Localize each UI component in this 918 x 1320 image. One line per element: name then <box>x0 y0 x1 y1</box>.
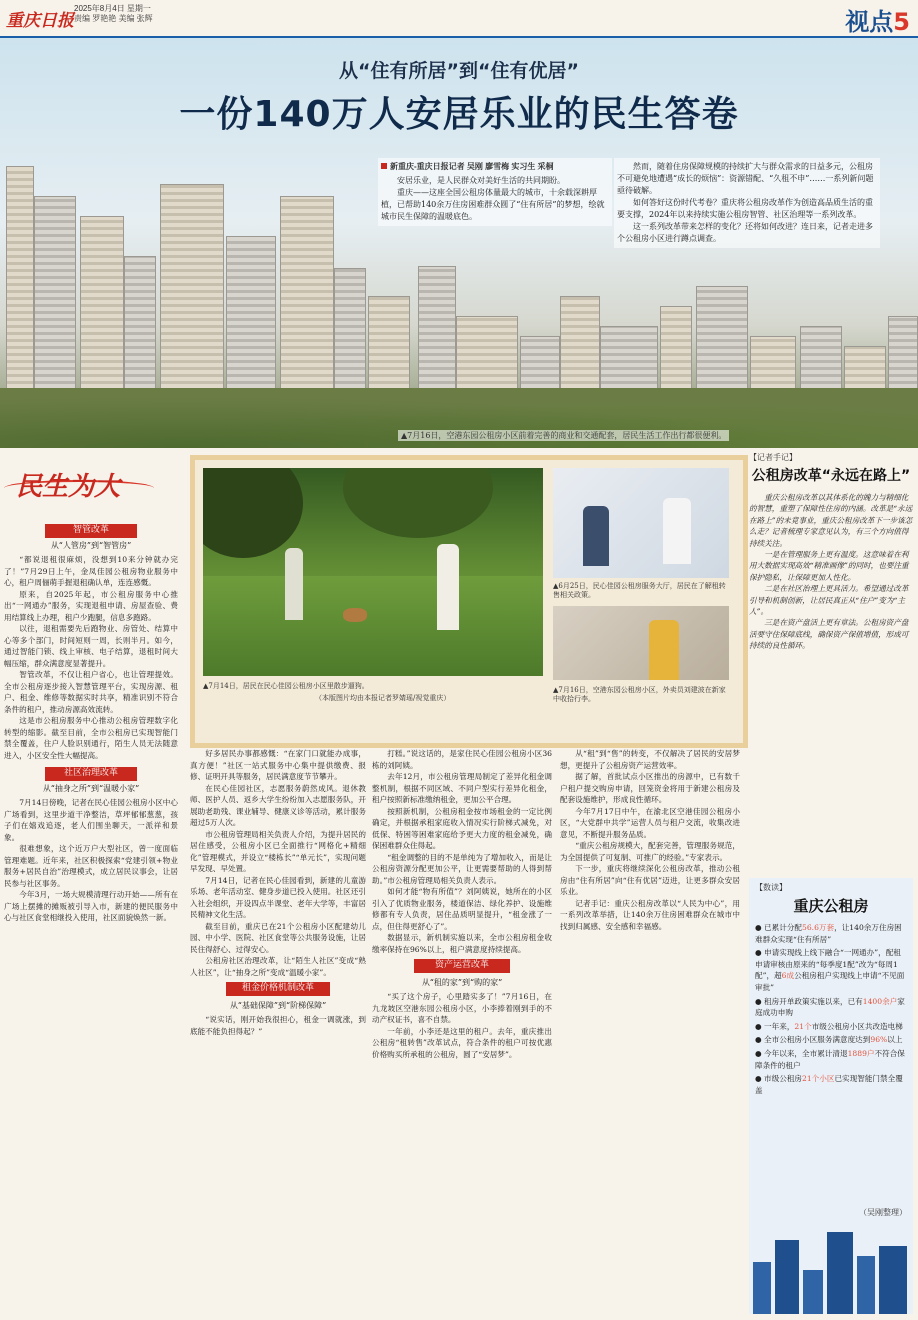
bullet-text: ● 全市公租房小区服务满意度达到 <box>755 1035 871 1045</box>
bullet-text: ● 申请实现线上线下融合“一网通办”，配租申请审核由原来的“每季度1配”改为“每周1配”，超 <box>755 948 901 981</box>
headline-kicker: 从“住有所居”到“住有优居” <box>339 60 579 82</box>
data-bullet <box>755 1048 907 1071</box>
data-bullets <box>755 922 907 1096</box>
body-paragraph: “租金调整的目的不是单纯为了增加收入，而是让公租房资源分配更加公平，让更需要帮助的人得到帮助。”市公租房管理局相关负责人表示。 <box>372 852 552 885</box>
body-paragraph: 好多居民办事都感慨：“在家门口就能办成事，真方便！”社区一站式服务中心集中提供缴费、报修、证明开具等服务，居民满意度节节攀升。 <box>190 749 366 781</box>
minsheng-logo-text: 民生为大 <box>16 472 121 502</box>
column-1 <box>4 518 178 1316</box>
body-paragraph: 市公租房管理局相关负责人介绍，为提升居民的居住感受，公租房小区已全面推行“网格化+精细化”管理模式，并设立“楼栋长”“单元长”，实现问题早发现、早处置。 <box>190 829 366 873</box>
body-paragraph: 从“租”到“售”的转变，不仅解决了居民的安居梦想，更提升了公租房资产运营效率。 <box>560 749 740 770</box>
column-2 <box>190 748 366 1316</box>
photo-credit: （本版图片均由本报记者罗婧瑶/视觉重庆） <box>315 694 451 702</box>
bullet-highlight: 1889户 <box>847 1048 875 1058</box>
body-paragraph: 数据显示，新机制实施以来，全市公租房租金收缴率保持在96%以上，租户满意度持续提高。 <box>372 933 552 954</box>
photo-box <box>190 455 748 748</box>
intro-paragraph: 这一系列改革带来怎样的变化？还将如何改进？连日来，记者走进多个公租房小区进行蹲点调查。 <box>617 222 873 243</box>
intro-paragraph: 安居乐业，是人民群众对美好生活的共同期盼。 <box>397 176 565 185</box>
masthead <box>0 0 918 38</box>
section-subtitle: 从“租的家”到“购的家” <box>421 977 503 987</box>
delivery-rider-caption: ▲7月16日，空港东园公租房小区，外卖员刘建波在新家中收拾行李。 <box>553 686 726 703</box>
editors: 责编 罗艳艳 美编 张辉 <box>74 14 153 23</box>
body-paragraph: 公租房社区治理改革，让“陌生人社区”变成“熟人社区”，让“抽身之所”变成“温暖小家”。 <box>190 956 366 977</box>
service-hall-caption: ▲6月25日，民心佳园公租房服务大厅，居民在了解租转售相关政策。 <box>553 582 726 599</box>
body-paragraph: “重庆公租房规模大，配套完善，管理服务规范，为全国提供了可复制、可推广的经验。”专家表示。 <box>560 841 740 862</box>
body-paragraph: 一年前，小李还是这里的租户。去年，重庆推出公租房“租转售”改革试点，符合条件的租户可按优惠价格购买所承租的公租房，圆了“安居梦”。 <box>372 1026 552 1059</box>
bullet-text: 以上 <box>887 1035 903 1045</box>
body-paragraph: 以往，退租需要先后跑物业、房管处、结算中心等多个部门，时间短则一周，长则半月。如今，通过智能门锁、线上审核、电子结算，退租时间大幅压缩，群众满意度显著提升。 <box>4 624 178 668</box>
body-paragraph: 如何才能“物有所值”？刘阿姨说，她所在的小区引入了优质物业服务，楼道保洁、绿化养护、设施维修都有专人负责，居住品质明显提升，“租金涨了一点，但住得更舒心了”。 <box>372 887 552 931</box>
skyline-building <box>753 1262 771 1314</box>
bullet-highlight: 21个 <box>794 1021 812 1031</box>
body-paragraph: 在民心佳园社区，志愿服务蔚然成风。退休教师、医护人员、返乡大学生纷纷加入志愿服务队，开展助老助残、课业辅导、健康义诊等活动，累计服务超过5万人次。 <box>190 783 366 827</box>
bullet-text: ● 市级公租房 <box>755 1074 803 1084</box>
body-paragraph: 打糕。”说这话的，是家住民心佳园公租房小区36栋的刘阿姨。 <box>372 749 552 770</box>
data-bullet <box>755 996 907 1019</box>
bullet-highlight: 56.6万套 <box>802 923 835 932</box>
skyline-building <box>827 1232 853 1314</box>
headline-title: 一份140万人安居乐业的民生答卷 <box>179 94 739 135</box>
body-paragraph: 今年7月17日中午，在渝北区空港佳园公租房小区，“大党群中共学”运营人员与租户交流，收集改进意见，不断提升服务品质。 <box>560 806 740 839</box>
section-title: 租金价格机制改革 <box>226 982 330 996</box>
body-paragraph: 智管改革，不仅让租户省心，也让管理提效。全市公租房逐步接入智慧管理平台，实现房源、租户、租金、维修等数据实时共享，精准识别不符合条件的租户，推动房源高效流转。 <box>4 670 178 714</box>
bullet-text: 不符合保障条件的租户 <box>755 1048 905 1070</box>
hero-caption: ▲7月16日，空港东园公租房小区前着完善的商业和交通配套，居民生活工作出行都很便利。 <box>398 430 729 441</box>
intro-column-1 <box>378 158 612 226</box>
section-subtitle: 从“抽身之所”到“温暖小家” <box>42 783 140 793</box>
bullet-text: ● 租房开单政策实施以来，已有 <box>755 996 863 1006</box>
bullet-highlight: 96% <box>870 1035 888 1045</box>
section-name: 视点 <box>845 8 894 36</box>
body-paragraph: “说实话，刚开始我很担心，租金一调就涨，到底能不能负担得起？” <box>190 1015 366 1036</box>
section-title: 资产运营改革 <box>414 959 510 973</box>
bullet-text: 公租房租户实现线上申请“不见面审批” <box>755 971 905 992</box>
section-title: 社区治理改革 <box>45 767 137 781</box>
bullet-text: ● 今年以来，全市累计清退 <box>755 1048 848 1058</box>
section-subtitle: 从“人管房”到“智管房” <box>50 540 132 550</box>
issue-date: 2025年8月4日 星期一 <box>74 4 151 13</box>
body-paragraph: 今年3月，一场大规模清理行动开始——所有在广场上摆摊的摊贩被引导入市，新建的便民服务中心与社区食堂相继投入使用，社区面貌焕然一新。 <box>4 890 178 922</box>
bullet-highlight: 6成 <box>781 971 795 981</box>
body-paragraph: 截至目前，重庆已在21个公租房小区配建幼儿园、中小学、医院、社区食堂等公共服务设施，让居民住得舒心、过得安心。 <box>190 921 366 954</box>
intro-paragraph: 然而，随着住房保障规模的持续扩大与群众需求的日益多元，公租房不可避免地遭遇“成长的烦恼”：资源错配、“久租不申”……一系列新问题亟待破解。 <box>617 162 874 195</box>
body-paragraph: 原来，自2025年起，市公租房服务中心推出“一网通办”服务，实现退租申请、房屋查验、费用结算线上办理，租户少跑腿，信息多跑路。 <box>4 589 178 622</box>
bullet-text: 市级公租房小区共改造电梯 <box>811 1021 903 1031</box>
column-4 <box>560 748 740 1316</box>
reporter-note-paragraph: 三是在资产盘活上更有章法。公租房资产盘活要守住保障底线，确保资产保值增值，形成可持续的良性循环。 <box>749 618 909 651</box>
skyline-building <box>857 1256 875 1314</box>
newspaper-logo: 重庆日报 <box>6 11 74 31</box>
data-bullet <box>755 922 907 945</box>
skyline-building <box>775 1240 799 1314</box>
walking-person <box>285 548 303 620</box>
reporter-note-paragraph: 二是在社区治理上更具活力。希望通过改革引导和机制创新，让居民真正从“住户”变为“主人”。 <box>749 584 909 617</box>
main-photo <box>203 468 543 676</box>
data-bullet <box>755 1073 907 1096</box>
bullet-text: ，让140余万住房困难群众实现“住有所居” <box>755 923 902 944</box>
body-paragraph: 记者手记：重庆公租房改革以“人民为中心”，用一系列改革举措，让140余万住房困难群众在城市中找到归属感、安全感和幸福感。 <box>560 898 740 931</box>
bullet-highlight: 1400余户 <box>862 996 898 1006</box>
reporter-note <box>749 452 913 871</box>
body-paragraph: 下一步，重庆将继续深化公租房改革，推动公租房由“住有所居”向“住有优居”迈进，让更多群众安居乐业。 <box>560 864 740 896</box>
section-title: 智管改革 <box>45 524 137 538</box>
bullet-text: ● 一年来， <box>755 1021 795 1031</box>
body-paragraph: 7月14日，记者在民心佳园看到，新建的儿童游乐场、老年活动室、健身步道已投入使用。社区还引入社会组织，开设四点半课堂、老年大学等，丰富居民精神文化生活。 <box>190 875 366 919</box>
data-box <box>749 878 913 1314</box>
body-paragraph: “买了这个房子，心里踏实多了！”7月16日，在九龙坡区空港东园公租房小区，小李捧着刚到手的不动产权证书，喜不自禁。 <box>372 992 552 1024</box>
skyline-building <box>879 1246 907 1314</box>
byline: 新重庆-重庆日报记者 吴刚 廖雪梅 实习生 采桐 <box>381 161 609 173</box>
reporter-note-paragraph: 一是在管理服务上更有温度。这意味着在利用大数据实现高效“精准画像”的同时，也要注重保护隐私，让保障更加人性化。 <box>749 550 909 582</box>
person-taking-photo <box>437 544 459 630</box>
tree <box>343 468 493 538</box>
reporter-note-title: 公租房改革“永远在路上” <box>751 468 911 484</box>
data-box-tag: 【数读】 <box>755 883 787 892</box>
minsheng-logo <box>0 458 180 518</box>
skyline-illustration <box>749 1226 913 1314</box>
intro-paragraph: 如何答好这份时代考卷？重庆将公租房改革作为创造高品质生活的重要支撑，2024年以来持续实施公租房智管、社区治理等一系列改革。 <box>617 198 873 219</box>
intro-column-2 <box>614 158 880 248</box>
body-paragraph: 很难想象，这个近万户大型社区，曾一度面临管理难题。近年来，社区积极探索“党建引领+物业服务+居民自治”治理模式，成立居民议事会，让居民参与社区事务。 <box>4 844 178 888</box>
person <box>649 620 679 680</box>
reporter-note-paragraph: 重庆公租房改革以其体系化的魄力与精细化的智慧，重塑了保障性住房的内涵。改革是“永远在路上”的未竟事业，重庆公租房改革下一步该怎么走？记者梳理专家意见认为，有三个方向值得持续关注。 <box>749 493 913 548</box>
skyline-building <box>803 1270 823 1314</box>
bullet-text: ● 已累计分配 <box>755 923 803 932</box>
issue-info <box>74 4 153 24</box>
intro-paragraph: 重庆——这座全国公租房体量最大的城市，十余载深耕厚植，已帮助140余万住房困难群众圆了“住有所居”的梦想，绘就城市民生保障的温暖底色。 <box>381 188 605 221</box>
body-paragraph: “都说退租很麻烦，没想到10来分钟就办完了！”7月29日上午，金凤佳园公租房物业服务中心，租户周俪萌手握退租确认单，连连感慨。 <box>4 555 178 587</box>
data-bullet <box>755 1021 907 1033</box>
lawn <box>203 576 543 676</box>
service-hall-photo <box>553 468 729 578</box>
person <box>663 498 691 564</box>
body-paragraph: 去年12月，市公租房管理局制定了差异化租金调整机制，根据不同区域、不同户型实行差异化租金，租户按照新标准缴纳租金，更加公平合理。 <box>372 772 552 804</box>
delivery-rider-photo <box>553 606 729 680</box>
data-bullet <box>755 947 907 993</box>
bullet-text: 家庭成功申购 <box>755 996 905 1018</box>
page-number: 5 <box>893 8 910 36</box>
data-box-title: 重庆公租房 <box>793 897 869 915</box>
body-paragraph: 这是市公租房服务中心推动公租房管理数字化转型的缩影。截至目前，全市公租房已实现智能门禁全覆盖，住户人脸识别通行，陌生人员无法随意进入，小区安全性大幅提高。 <box>4 716 178 760</box>
reporter-note-tag: 【记者手记】 <box>749 453 797 462</box>
body-paragraph: 据了解，首批试点小区推出的房源中，已有数千户租户提交购房申请，回笼资金将用于新建公租房及配套设施维护，形成良性循环。 <box>560 772 740 804</box>
section-subtitle: 从“基础保障”到“阶梯保障” <box>229 1000 327 1010</box>
body-paragraph: 按照新机制，公租房租金按市场租金的一定比例确定，并根据承租家庭收入情况实行阶梯式减免，对低保、特困等困难家庭给予更大力度的租金减免，确保困难群众住得起。 <box>372 806 552 850</box>
person <box>583 506 609 566</box>
dog <box>343 608 367 622</box>
bullet-highlight: 21个小区 <box>802 1074 835 1084</box>
data-box-author: （吴刚整理） <box>859 1208 907 1217</box>
main-photo-caption: ▲7月14日，居民在民心佳园公租房小区里散步遛狗。 <box>203 682 369 690</box>
column-3 <box>372 748 552 1316</box>
bullet-text: 已实现智能门禁全覆盖 <box>755 1074 903 1095</box>
section-label <box>845 2 910 37</box>
data-bullet <box>755 1034 907 1046</box>
tree <box>203 468 303 558</box>
body-paragraph: 7月14日傍晚，记者在民心佳园公租房小区中心广场看到，这里步道干净整洁，草坪郁郁葱葱，孩子们在嬉戏追逐，老人们围坐聊天，一派祥和景象。 <box>4 798 178 842</box>
